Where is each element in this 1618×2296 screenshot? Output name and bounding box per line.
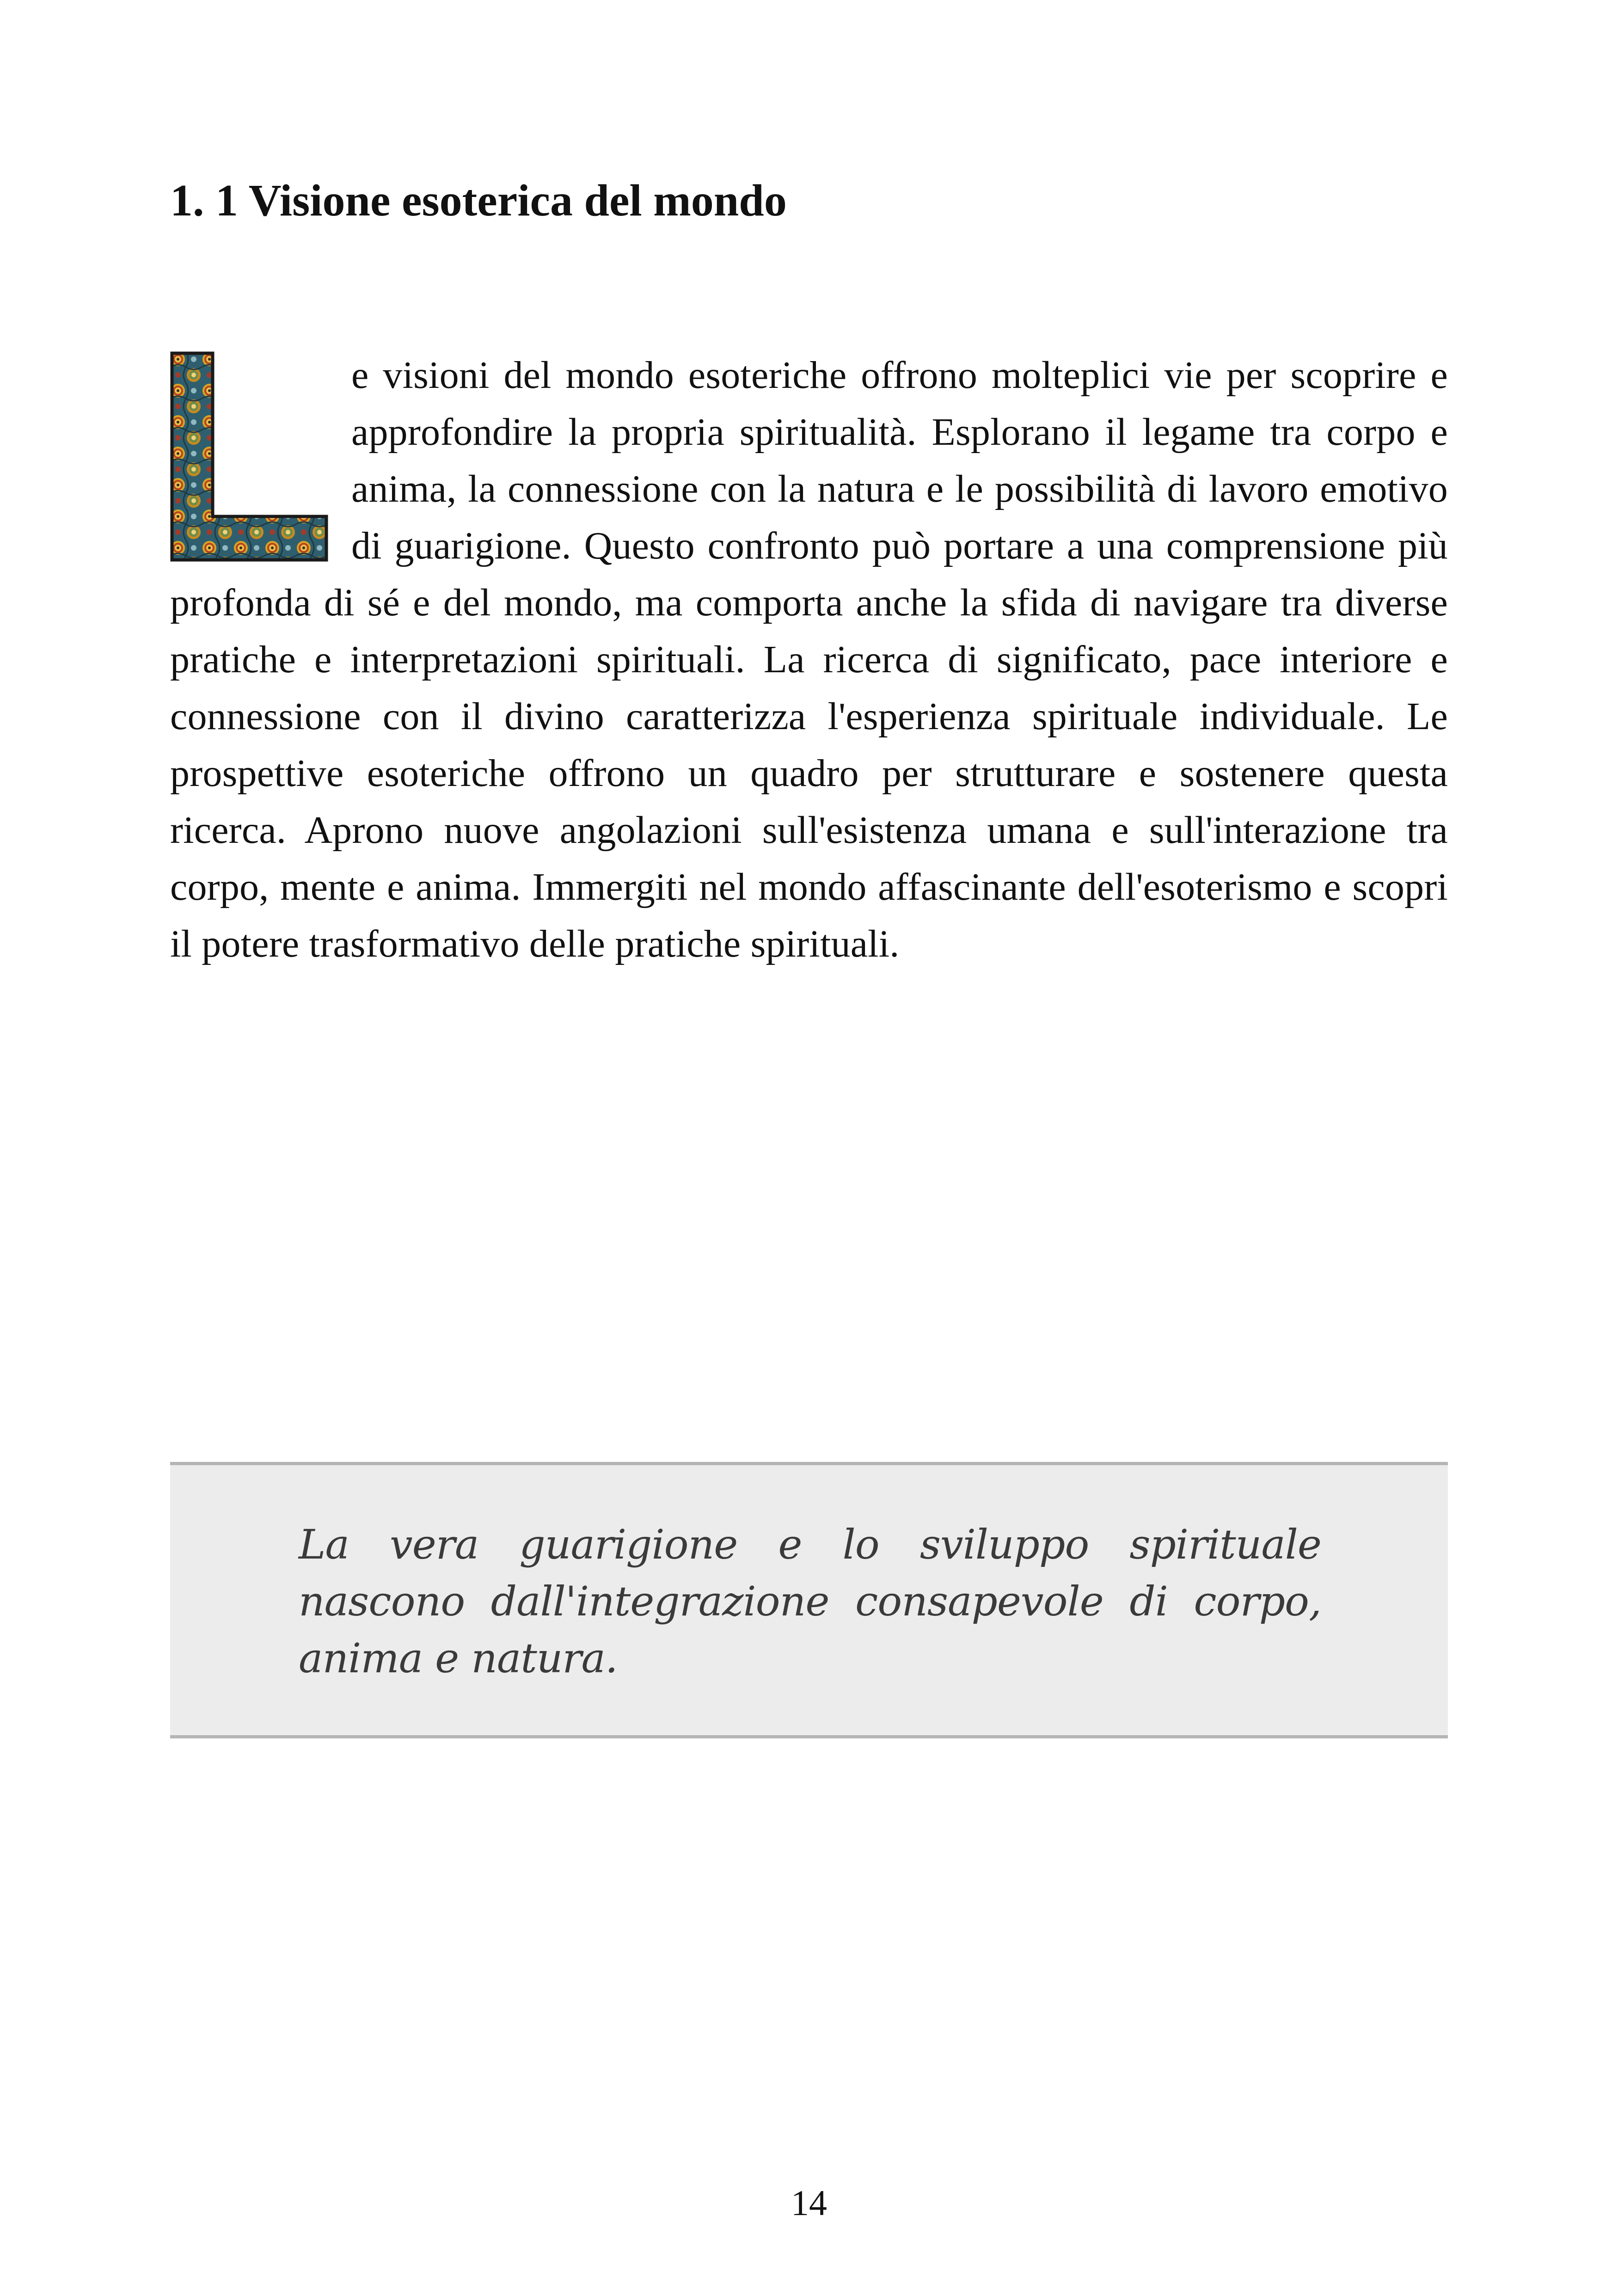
page-number: 14: [791, 2183, 827, 2223]
body-text: e visioni del mondo esoteriche offrono molteplici vie per scoprire e approfondire la propria spiritualità. Esplorano il legame tra corpo e anima, la connessione con la natura e le possibilità di lavoro emotivo di guarigione. Questo confronto può portare a una comprensione più profonda di sé e del mondo, ma comporta anche la sfida di navigare tra diverse pratiche e interpretazioni spirituali. La ricerca di significato, pace interiore e connessione con il divino caratterizza l'esperienza spirituale individuale. Le prospettive esoteriche offrono un quadro per strutturare e sostenere questa ricerca. Aprono nuove angolazioni sull'esistenza umana e sull'interazione tra corpo, mente e anima. Immergiti nel mondo affascinante dell'esoterismo e scopri il potere trasformativo delle pratiche spirituali.: [170, 354, 1448, 965]
section-heading: 1. 1 Visione esoterica del mondo: [170, 176, 787, 226]
decorative-dropcap-l: [170, 351, 328, 562]
body-paragraph: [170, 347, 1448, 972]
quote-callout: [170, 1462, 1448, 1738]
callout-text: La vera guarigione e lo sviluppo spirituale nascono dall'integrazione consapevole di corpo, anima e natura.: [299, 1521, 1321, 1682]
